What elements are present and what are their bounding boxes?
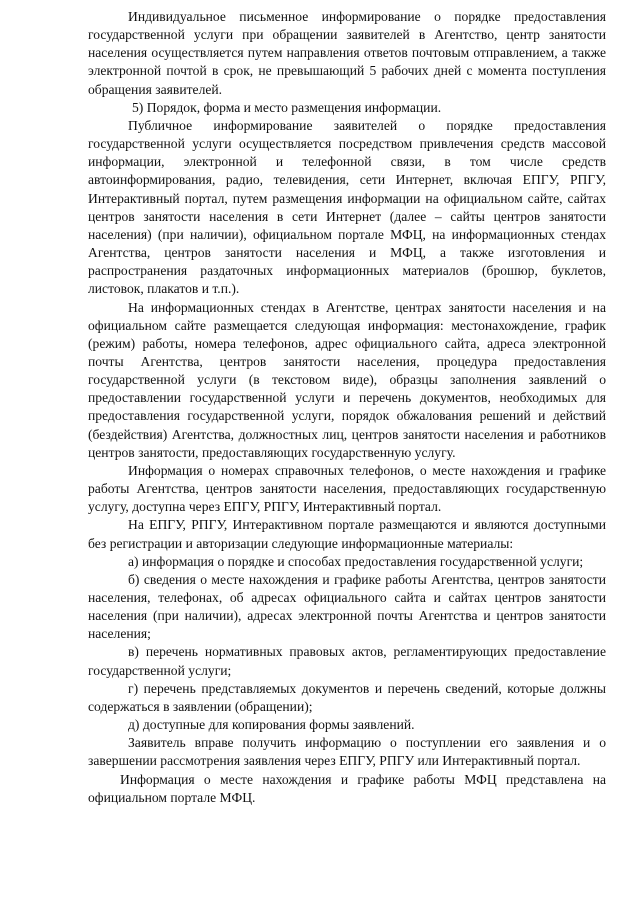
list-item-b: б) сведения о месте нахождения и графике работы Агентства, центров занятости населения, телефонах, об адресах официального сайта и сайтах центров занятости населения (при наличии), адресах электронной почты Агентства и центров занятости населения; <box>88 571 606 642</box>
paragraph-written-informing: Индивидуальное письменное информирование о порядке предоставления государственной услуги при обращении заявителей в Агентство, центр занятости населения осуществляется путем направления ответов почтовым отправлением, а также электронной почтой в срок, не превышающий 5 рабочих дней с момента поступления обращения заявителей. <box>88 9 606 97</box>
paragraph-portal-materials: На ЕПГУ, РПГУ, Интерактивном портале размещаются и являются доступными без регистрации и авторизации следующие информационные материалы: <box>88 517 606 551</box>
list-item-v: в) перечень нормативных правовых актов, регламентирующих предоставление государственной услуги; <box>88 644 606 678</box>
list-item-g: г) перечень представляемых документов и перечень сведений, которые должны содержаться в заявлении (обращении); <box>88 680 606 714</box>
paragraph-applicant-rights: Заявитель вправе получить информацию о поступлении его заявления и о завершении рассмотрения заявления через ЕПГУ, РПГУ или Интерактивный портал. <box>88 735 606 769</box>
list-item-d: д) доступные для копирования формы заявлений. <box>128 717 415 733</box>
list-item-a: а) информация о порядке и способах предоставления государственной услуги; <box>128 553 584 569</box>
paragraph-public-informing: Публичное информирование заявителей о порядке предоставления государственной услуги осуществляется посредством привлечения средств массовой информации, электронной и телефонной связи, в том числе средств автоинформирования, радио, телевидения, сети Интернет, включая ЕПГУ, РПГУ, Интерактивный портал, путем размещения информации на официальном сайте, сайтах центров занятости населения в сети Интернет (далее – сайты центров занятости населения) (при наличии), официальном портале МФЦ, на информационных стендах Агентства, центров занятости населения и МФЦ, а также изготовления и распространения раздаточных информационных материалов (брошюр, буклетов, листовок, плакатов и т.п.). <box>88 117 606 297</box>
paragraph-section-heading: 5) Порядок, форма и место размещения информации. <box>132 99 442 115</box>
paragraph-info-stands: На информационных стендах в Агентстве, центрах занятости населения и на официальном сайте размещается следующая информация: местонахождение, график (режим) работы, номера телефонов, адрес официального сайта, адреса электронной почты Агентства, центров занятости населения, процедура предоставления государственной услуги (в текстовом виде), образцы заполнения заявлений о предоставлении государственной услуги и перечень документов, необходимых для предоставления государственной услуги, порядок обжалования решений и действий (бездействия) Агентства, должностных лиц, центров занятости населения и работников центров занятости, предоставляющих государственную услугу. <box>88 299 606 460</box>
paragraph-phone-info: Информация о номерах справочных телефонов, о месте нахождения и графике работы Агентства, центров занятости населения, предоставляющих государственную услугу, доступна через ЕПГУ, РПГУ, Интерактивный портал. <box>88 462 606 515</box>
paragraph-mfc-info: Информация о месте нахождения и графике работы МФЦ представлена на официальном портале МФЦ. <box>88 771 606 805</box>
